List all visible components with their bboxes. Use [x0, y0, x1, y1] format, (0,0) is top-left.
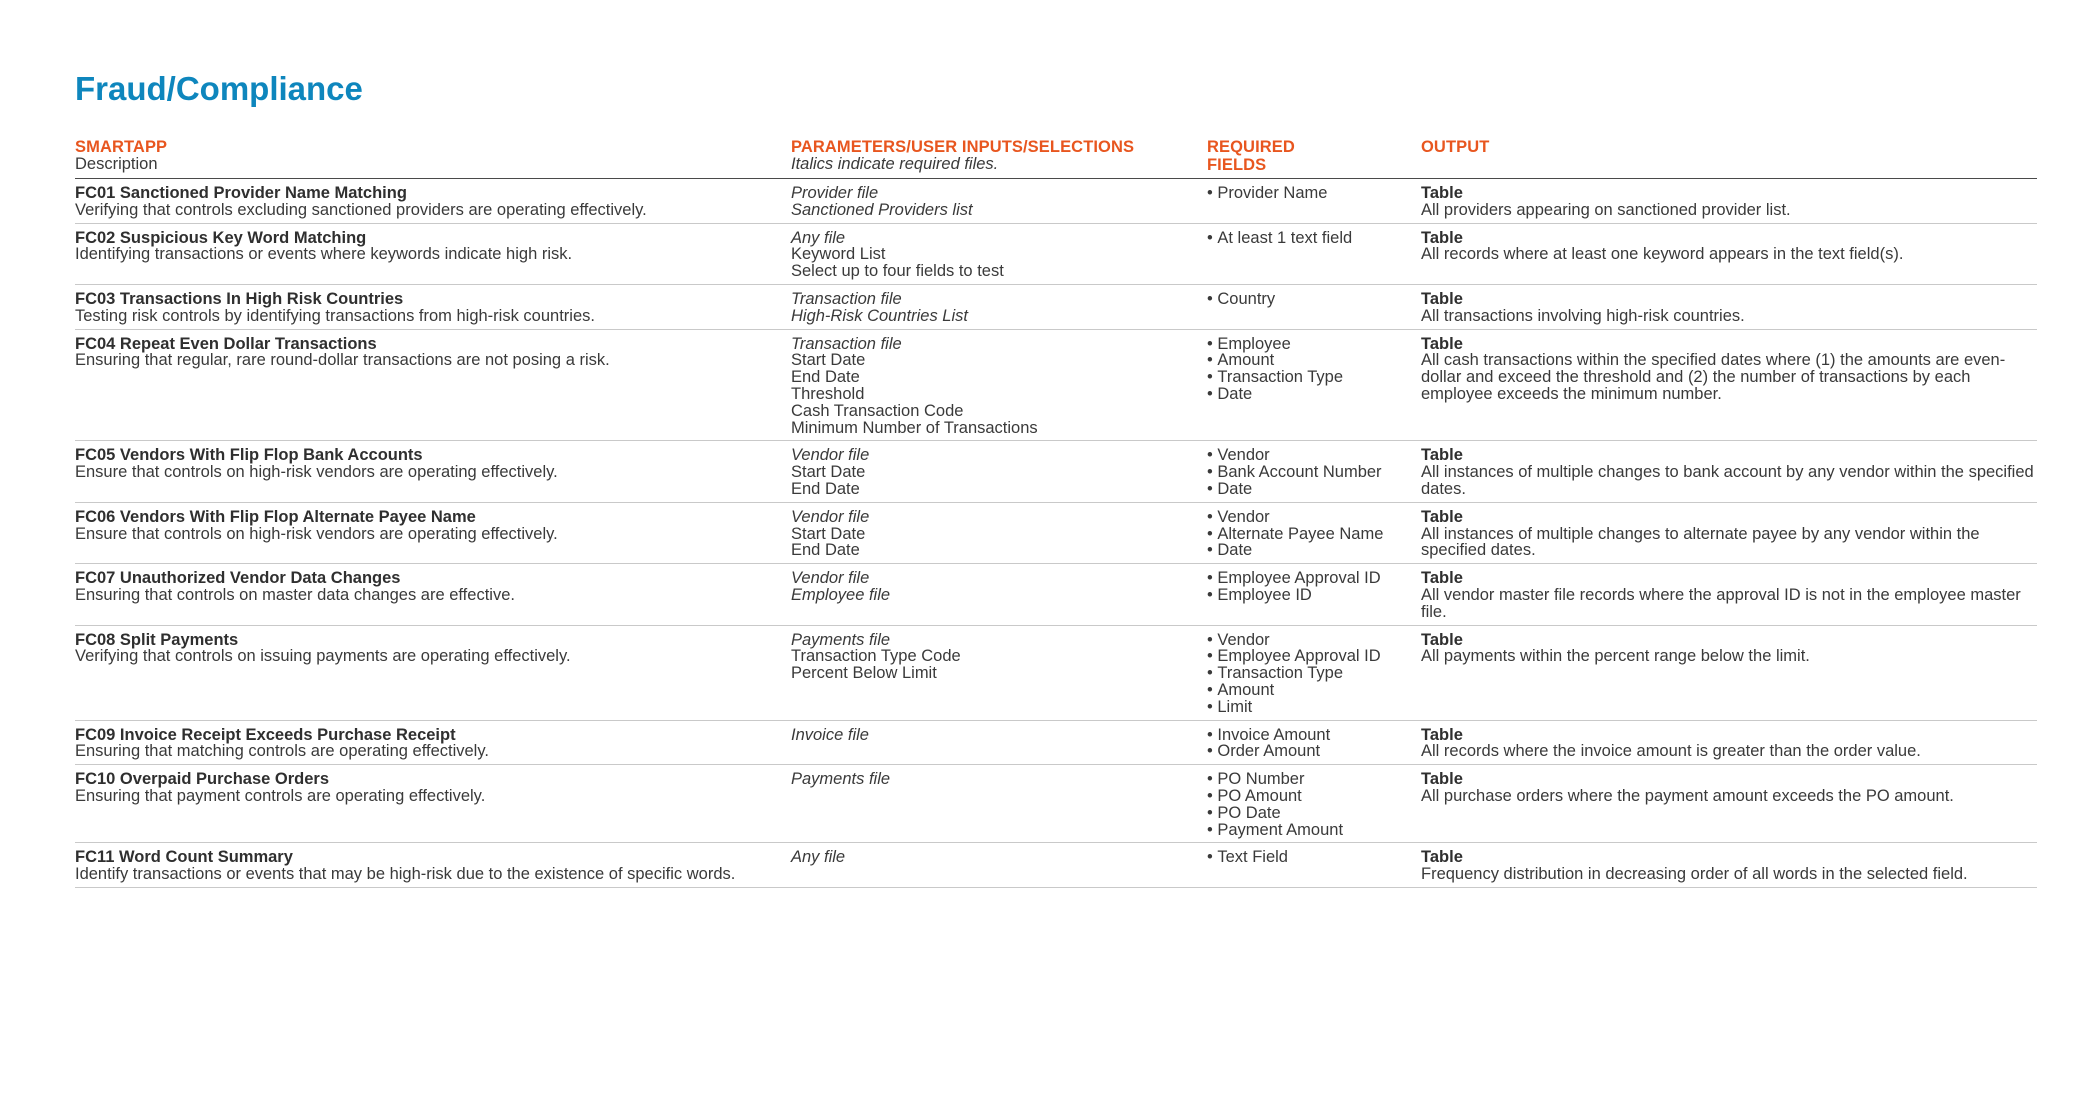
- smartapp-name: FC03 Transactions In High Risk Countries: [75, 289, 404, 308]
- output-description: All cash transactions within the specified dates where (1) the amounts are even-dollar and exceed the threshold and (2) the number of transactions by each employee exceeds the minimum number.: [1421, 351, 2006, 403]
- parameters-cell: [791, 727, 1207, 761]
- output-description: All purchase orders where the payment amount exceeds the PO amount.: [1421, 786, 1954, 805]
- param-item: Select up to four fields to test: [791, 262, 1004, 281]
- smartapp-name: FC10 Overpaid Purchase Orders: [75, 770, 330, 789]
- param-item: Start Date: [791, 524, 866, 543]
- header-required-label-line2: FIELDS: [1207, 156, 1267, 174]
- required-file-param: Vendor file: [791, 446, 870, 465]
- smartapp-cell: [75, 727, 791, 761]
- param-item: Transaction Type Code: [791, 647, 961, 666]
- required-field-item: • Payment Amount: [1207, 822, 1421, 839]
- smartapp-cell: [75, 447, 791, 497]
- required-field-item: • Provider Name: [1207, 185, 1421, 202]
- required-field-item: • Vendor: [1207, 632, 1421, 649]
- smartapp-cell: [75, 230, 791, 280]
- required-fields-cell: [1207, 230, 1421, 280]
- smartapp-name: FC11 Word Count Summary: [75, 848, 293, 867]
- param-item: End Date: [791, 368, 860, 387]
- required-field-item: • Limit: [1207, 699, 1421, 716]
- output-description: All instances of multiple changes to alternate payee by any vendor within the specified dates.: [1421, 524, 1980, 560]
- param-item: Minimum Number of Transactions: [791, 418, 1038, 437]
- smartapp-description: Ensure that controls on high-risk vendors are operating effectively.: [75, 524, 558, 543]
- required-file-param: Any file: [791, 228, 846, 247]
- fraud-compliance-page: [75, 66, 2037, 888]
- required-field-item: • Employee Approval ID: [1207, 570, 1421, 587]
- required-field-item: • Employee ID: [1207, 587, 1421, 604]
- required-fields-cell: [1207, 570, 1421, 620]
- smartapp-description: Verifying that controls excluding sanctioned providers are operating effectively.: [75, 200, 647, 219]
- output-cell: [1421, 230, 2037, 280]
- header-description-label: Description: [75, 155, 158, 173]
- smartapp-table-body: [75, 179, 2037, 888]
- parameters-cell: [791, 185, 1207, 219]
- smartapp-name: FC09 Invoice Receipt Exceeds Purchase Receipt: [75, 725, 456, 744]
- smartapp-description: Identifying transactions or events where keywords indicate high risk.: [75, 245, 573, 264]
- header-required-label-line1: REQUIRED: [1207, 138, 1295, 156]
- smartapp-name: FC06 Vendors With Flip Flop Alternate Payee Name: [75, 507, 476, 526]
- parameters-cell: [791, 230, 1207, 280]
- smartapp-description: Ensuring that matching controls are operating effectively.: [75, 742, 489, 761]
- required-file-param: Transaction file: [791, 334, 902, 353]
- param-item: End Date: [791, 479, 860, 498]
- required-field-item: • Text Field: [1207, 849, 1421, 866]
- smartapp-cell: [75, 570, 791, 620]
- output-cell: [1421, 291, 2037, 325]
- param-item: Percent Below Limit: [791, 664, 937, 683]
- output-cell: [1421, 632, 2037, 716]
- output-description: All transactions involving high-risk countries.: [1421, 306, 1745, 325]
- table-row: [75, 564, 2037, 625]
- required-file-param: Invoice file: [791, 725, 869, 744]
- parameters-cell: [791, 771, 1207, 838]
- output-description: Frequency distribution in decreasing order of all words in the selected field.: [1421, 865, 1968, 884]
- smartapp-name: FC04 Repeat Even Dollar Transactions: [75, 334, 377, 353]
- smartapp-name: FC08 Split Payments: [75, 630, 239, 649]
- smartapp-cell: [75, 509, 791, 559]
- required-field-item: • Bank Account Number: [1207, 464, 1421, 481]
- output-type: Table: [1421, 446, 1463, 465]
- smartapp-cell: [75, 185, 791, 219]
- output-cell: [1421, 771, 2037, 838]
- output-description: All records where the invoice amount is greater than the order value.: [1421, 742, 1921, 761]
- smartapp-description: Ensuring that regular, rare round-dollar transactions are not posing a risk.: [75, 351, 610, 370]
- required-field-item: • Vendor: [1207, 447, 1421, 464]
- output-cell: [1421, 447, 2037, 497]
- required-field-item: • Date: [1207, 481, 1421, 498]
- parameters-cell: [791, 632, 1207, 716]
- parameters-cell: [791, 570, 1207, 620]
- header-parameters-note: Italics indicate required files.: [791, 155, 999, 173]
- table-header: [75, 138, 2037, 179]
- required-file-param: Provider file: [791, 184, 879, 202]
- output-cell: [1421, 509, 2037, 559]
- output-type: Table: [1421, 569, 1463, 588]
- parameters-cell: [791, 447, 1207, 497]
- required-file-param: Transaction file: [791, 289, 902, 308]
- smartapp-name: FC05 Vendors With Flip Flop Bank Accounts: [75, 446, 423, 465]
- table-row: [75, 179, 2037, 224]
- table-row: [75, 330, 2037, 442]
- smartapp-description: Ensuring that controls on master data changes are effective.: [75, 585, 515, 604]
- output-description: All payments within the percent range below the limit.: [1421, 647, 1810, 666]
- output-cell: [1421, 570, 2037, 620]
- required-field-item: • Employee Approval ID: [1207, 648, 1421, 665]
- header-parameters: [791, 138, 1207, 174]
- page-title: Fraud/Compliance: [75, 70, 363, 107]
- smartapp-cell: [75, 632, 791, 716]
- output-cell: [1421, 849, 2037, 883]
- output-type: Table: [1421, 770, 1463, 789]
- parameters-cell: [791, 291, 1207, 325]
- required-file-param: Payments file: [791, 630, 891, 649]
- required-file-param: Any file: [791, 848, 846, 867]
- smartapp-cell: [75, 291, 791, 325]
- param-item: Keyword List: [791, 245, 886, 264]
- required-field-item: • Country: [1207, 291, 1421, 308]
- param-item: Cash Transaction Code: [791, 401, 964, 420]
- smartapp-cell: [75, 336, 791, 437]
- param-item: Start Date: [791, 463, 866, 482]
- table-row: [75, 285, 2037, 330]
- smartapp-description: Testing risk controls by identifying transactions from high-risk countries.: [75, 306, 595, 325]
- required-file-param: High-Risk Countries List: [791, 306, 968, 325]
- required-field-item: • PO Amount: [1207, 788, 1421, 805]
- table-row: [75, 224, 2037, 285]
- output-cell: [1421, 185, 2037, 219]
- smartapp-description: Ensure that controls on high-risk vendors are operating effectively.: [75, 463, 558, 482]
- required-file-param: Employee file: [791, 585, 891, 604]
- required-field-item: • PO Number: [1207, 771, 1421, 788]
- output-type: Table: [1421, 289, 1463, 308]
- output-type: Table: [1421, 507, 1463, 526]
- header-parameters-label: PARAMETERS/USER INPUTS/SELECTIONS: [791, 138, 1135, 156]
- required-fields-cell: [1207, 336, 1421, 437]
- header-smartapp-label: SMARTAPP: [75, 138, 168, 156]
- header-smartapp: [75, 138, 791, 174]
- table-row: [75, 765, 2037, 843]
- smartapp-description: Ensuring that payment controls are operating effectively.: [75, 786, 486, 805]
- required-field-item: • Amount: [1207, 352, 1421, 369]
- parameters-cell: [791, 336, 1207, 437]
- header-output: [1421, 138, 2037, 174]
- output-description: All instances of multiple changes to bank account by any vendor within the specified dates.: [1421, 463, 2034, 498]
- param-item: Start Date: [791, 351, 866, 370]
- required-file-param: Sanctioned Providers list: [791, 200, 973, 219]
- required-field-item: • Amount: [1207, 682, 1421, 699]
- smartapp-name: FC01 Sanctioned Provider Name Matching: [75, 184, 407, 202]
- table-row: [75, 503, 2037, 564]
- output-type: Table: [1421, 334, 1463, 353]
- output-description: All records where at least one keyword appears in the text field(s).: [1421, 245, 1904, 264]
- output-type: Table: [1421, 228, 1463, 247]
- required-file-param: Vendor file: [791, 569, 870, 588]
- parameters-cell: [791, 509, 1207, 559]
- parameters-cell: [791, 849, 1207, 883]
- smartapp-cell: [75, 849, 791, 883]
- required-fields-cell: [1207, 447, 1421, 497]
- required-field-item: • At least 1 text field: [1207, 230, 1421, 247]
- required-file-param: Payments file: [791, 770, 891, 789]
- required-field-item: • Alternate Payee Name: [1207, 526, 1421, 543]
- required-fields-cell: [1207, 185, 1421, 219]
- output-type: Table: [1421, 725, 1463, 744]
- required-fields-cell: [1207, 727, 1421, 761]
- required-field-item: • Transaction Type: [1207, 369, 1421, 386]
- param-item: Threshold: [791, 384, 865, 403]
- required-fields-cell: [1207, 771, 1421, 838]
- smartapp-description: Verifying that controls on issuing payments are operating effectively.: [75, 647, 571, 666]
- required-field-item: • Vendor: [1207, 509, 1421, 526]
- header-required-fields: [1207, 138, 1421, 174]
- output-description: All providers appearing on sanctioned provider list.: [1421, 200, 1791, 219]
- required-field-item: • Date: [1207, 386, 1421, 403]
- output-type: Table: [1421, 848, 1463, 867]
- required-field-item: • Date: [1207, 542, 1421, 559]
- required-field-item: • Invoice Amount: [1207, 727, 1421, 744]
- output-cell: [1421, 336, 2037, 437]
- required-field-item: • Order Amount: [1207, 743, 1421, 760]
- output-description: All vendor master file records where the approval ID is not in the employee master file.: [1421, 585, 2021, 621]
- smartapp-cell: [75, 771, 791, 838]
- header-output-label: OUTPUT: [1421, 138, 1490, 156]
- table-row: [75, 843, 2037, 888]
- required-file-param: Vendor file: [791, 507, 870, 526]
- required-fields-cell: [1207, 509, 1421, 559]
- smartapp-description: Identify transactions or events that may be high-risk due to the existence of specific words.: [75, 865, 736, 884]
- required-field-item: • Employee: [1207, 336, 1421, 353]
- table-row: [75, 721, 2037, 766]
- table-row: [75, 441, 2037, 502]
- table-row: [75, 626, 2037, 721]
- required-fields-cell: [1207, 291, 1421, 325]
- smartapp-name: FC07 Unauthorized Vendor Data Changes: [75, 569, 401, 588]
- required-fields-cell: [1207, 849, 1421, 883]
- required-fields-cell: [1207, 632, 1421, 716]
- output-type: Table: [1421, 184, 1463, 202]
- required-field-item: • Transaction Type: [1207, 665, 1421, 682]
- param-item: End Date: [791, 541, 860, 560]
- required-field-item: • PO Date: [1207, 805, 1421, 822]
- output-cell: [1421, 727, 2037, 761]
- output-type: Table: [1421, 630, 1463, 649]
- smartapp-name: FC02 Suspicious Key Word Matching: [75, 228, 367, 247]
